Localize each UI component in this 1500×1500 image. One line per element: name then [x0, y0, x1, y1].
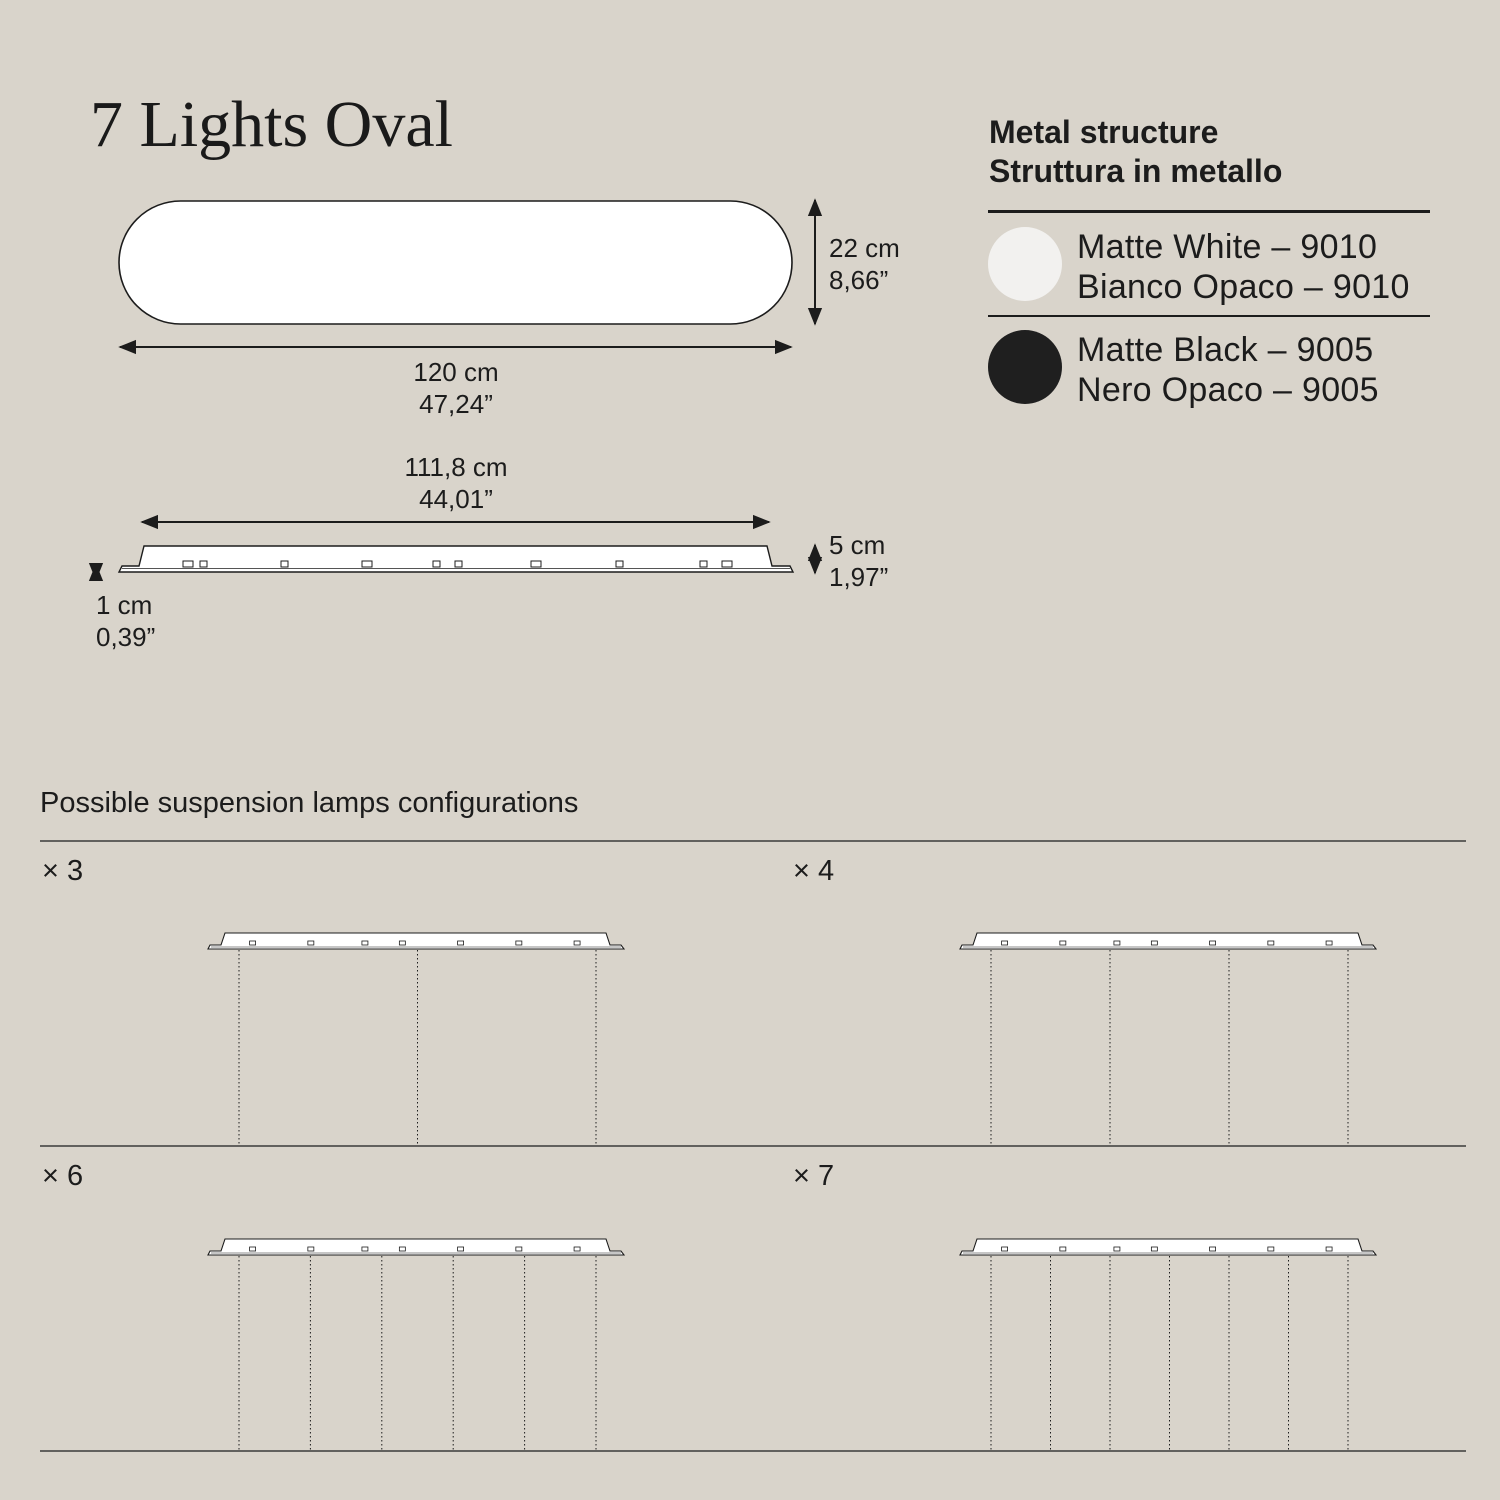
matte-black-swatch	[988, 330, 1062, 404]
finishes-heading-it: Struttura in metallo	[989, 153, 1283, 189]
depth-label	[829, 232, 900, 296]
finish-item-white	[1077, 227, 1410, 307]
plate-in: 0,39”	[96, 622, 156, 652]
plate-label	[96, 589, 155, 653]
width-cm: 120 cm	[413, 357, 499, 387]
width-in: 47,24”	[419, 389, 493, 419]
finish-black-en: Matte Black – 9005	[1077, 331, 1374, 369]
finishes-heading	[989, 113, 1282, 191]
height-cm: 5 cm	[829, 530, 886, 560]
height-label	[829, 529, 888, 593]
depth-cm: 22 cm	[829, 233, 900, 263]
finishes-divider	[988, 315, 1430, 317]
config-count-label: × 3	[42, 855, 84, 887]
profile-shape	[960, 1239, 1376, 1255]
depth-in: 8,66”	[829, 265, 889, 295]
finishes-heading-en: Metal structure	[989, 114, 1219, 150]
config-count-label: × 4	[793, 855, 835, 887]
configurations-heading: Possible suspension lamps configurations	[40, 787, 579, 819]
product-title: 7 Lights Oval	[90, 88, 453, 161]
side-view-profile	[119, 546, 793, 572]
configuration-diagram	[960, 933, 1376, 1146]
config-count-label: × 6	[42, 1160, 84, 1192]
span-in: 44,01”	[419, 484, 493, 514]
finishes-heading-rule	[988, 210, 1430, 213]
finish-item-black	[1077, 330, 1379, 410]
finish-white-en: Matte White – 9010	[1077, 228, 1378, 266]
configuration-diagram	[960, 1239, 1376, 1451]
span-cm: 111,8 cm	[404, 452, 508, 482]
span-label	[356, 451, 556, 515]
oval-plan-shape	[119, 201, 792, 324]
configuration-diagram	[208, 933, 624, 1146]
finish-white-it: Bianco Opaco – 9010	[1077, 268, 1410, 306]
plate-cm: 1 cm	[96, 590, 153, 620]
configuration-diagram	[208, 1239, 624, 1451]
height-in: 1,97”	[829, 562, 889, 592]
width-label	[356, 356, 556, 420]
profile-shape	[208, 933, 624, 949]
profile-shape	[960, 933, 1376, 949]
finish-black-it: Nero Opaco – 9005	[1077, 371, 1379, 409]
matte-white-swatch	[988, 227, 1062, 301]
profile-shape	[208, 1239, 624, 1255]
config-count-label: × 7	[793, 1160, 835, 1192]
configuration-diagrams	[208, 933, 1376, 1451]
